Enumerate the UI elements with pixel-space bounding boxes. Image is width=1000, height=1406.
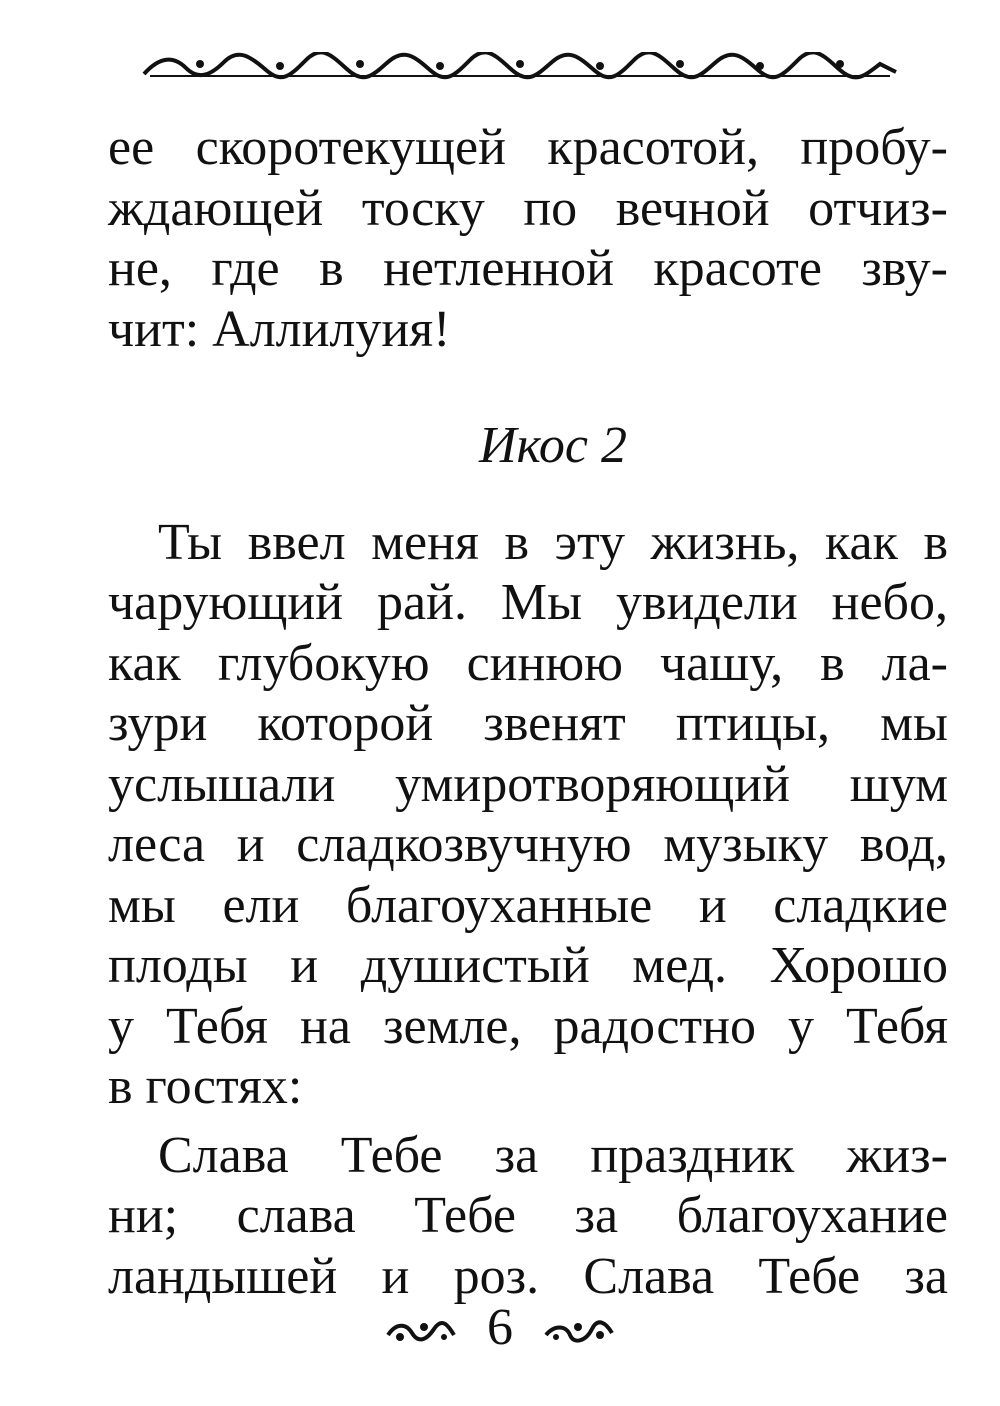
text-line: Ты ввел меня в эту жизнь, как в [158,513,948,571]
section-heading: Икос 2 [479,417,627,474]
floral-ornament-icon [544,1299,614,1356]
text-line: ждающей тоску по вечной отчиз- [108,179,948,237]
text-line: леса и сладкозвучную музыку вод, [108,816,948,873]
text-line: чарующий рай. Мы увидели небо, [108,574,948,631]
text-line: зури которой звенят птицы, мы [108,695,948,752]
floral-ornament-icon [386,1299,469,1356]
text-line: мы ели благоуханные и сладкие [108,876,948,934]
text-line: не, где в нетленной красоте зву- [108,240,948,297]
text-line: плоды и душистый мед. Хорошо [108,937,948,994]
text-line: как глубокую синюю чашу, в ла- [108,634,948,692]
page-text [108,118,948,1307]
text-line: услышали умиротворяющий шум [108,755,948,813]
text-line: ее скоротекущей красотой, пробу- [108,119,948,176]
page-number: 6 [487,1299,513,1356]
text-line: Слава Тебе за праздник жиз- [158,1126,948,1184]
text-line: ландышей и роз. Слава Тебе за [108,1247,948,1305]
decorative-border-icon [140,52,900,80]
text-line: чит: Аллилуия! [108,300,451,358]
text-line: ни; слава Тебе за благоухание [108,1187,948,1244]
text-line: в гостях: [108,1058,303,1115]
page-footer [0,1298,1000,1358]
text-line: у Тебя на земле, радостно у Тебя [108,997,948,1055]
